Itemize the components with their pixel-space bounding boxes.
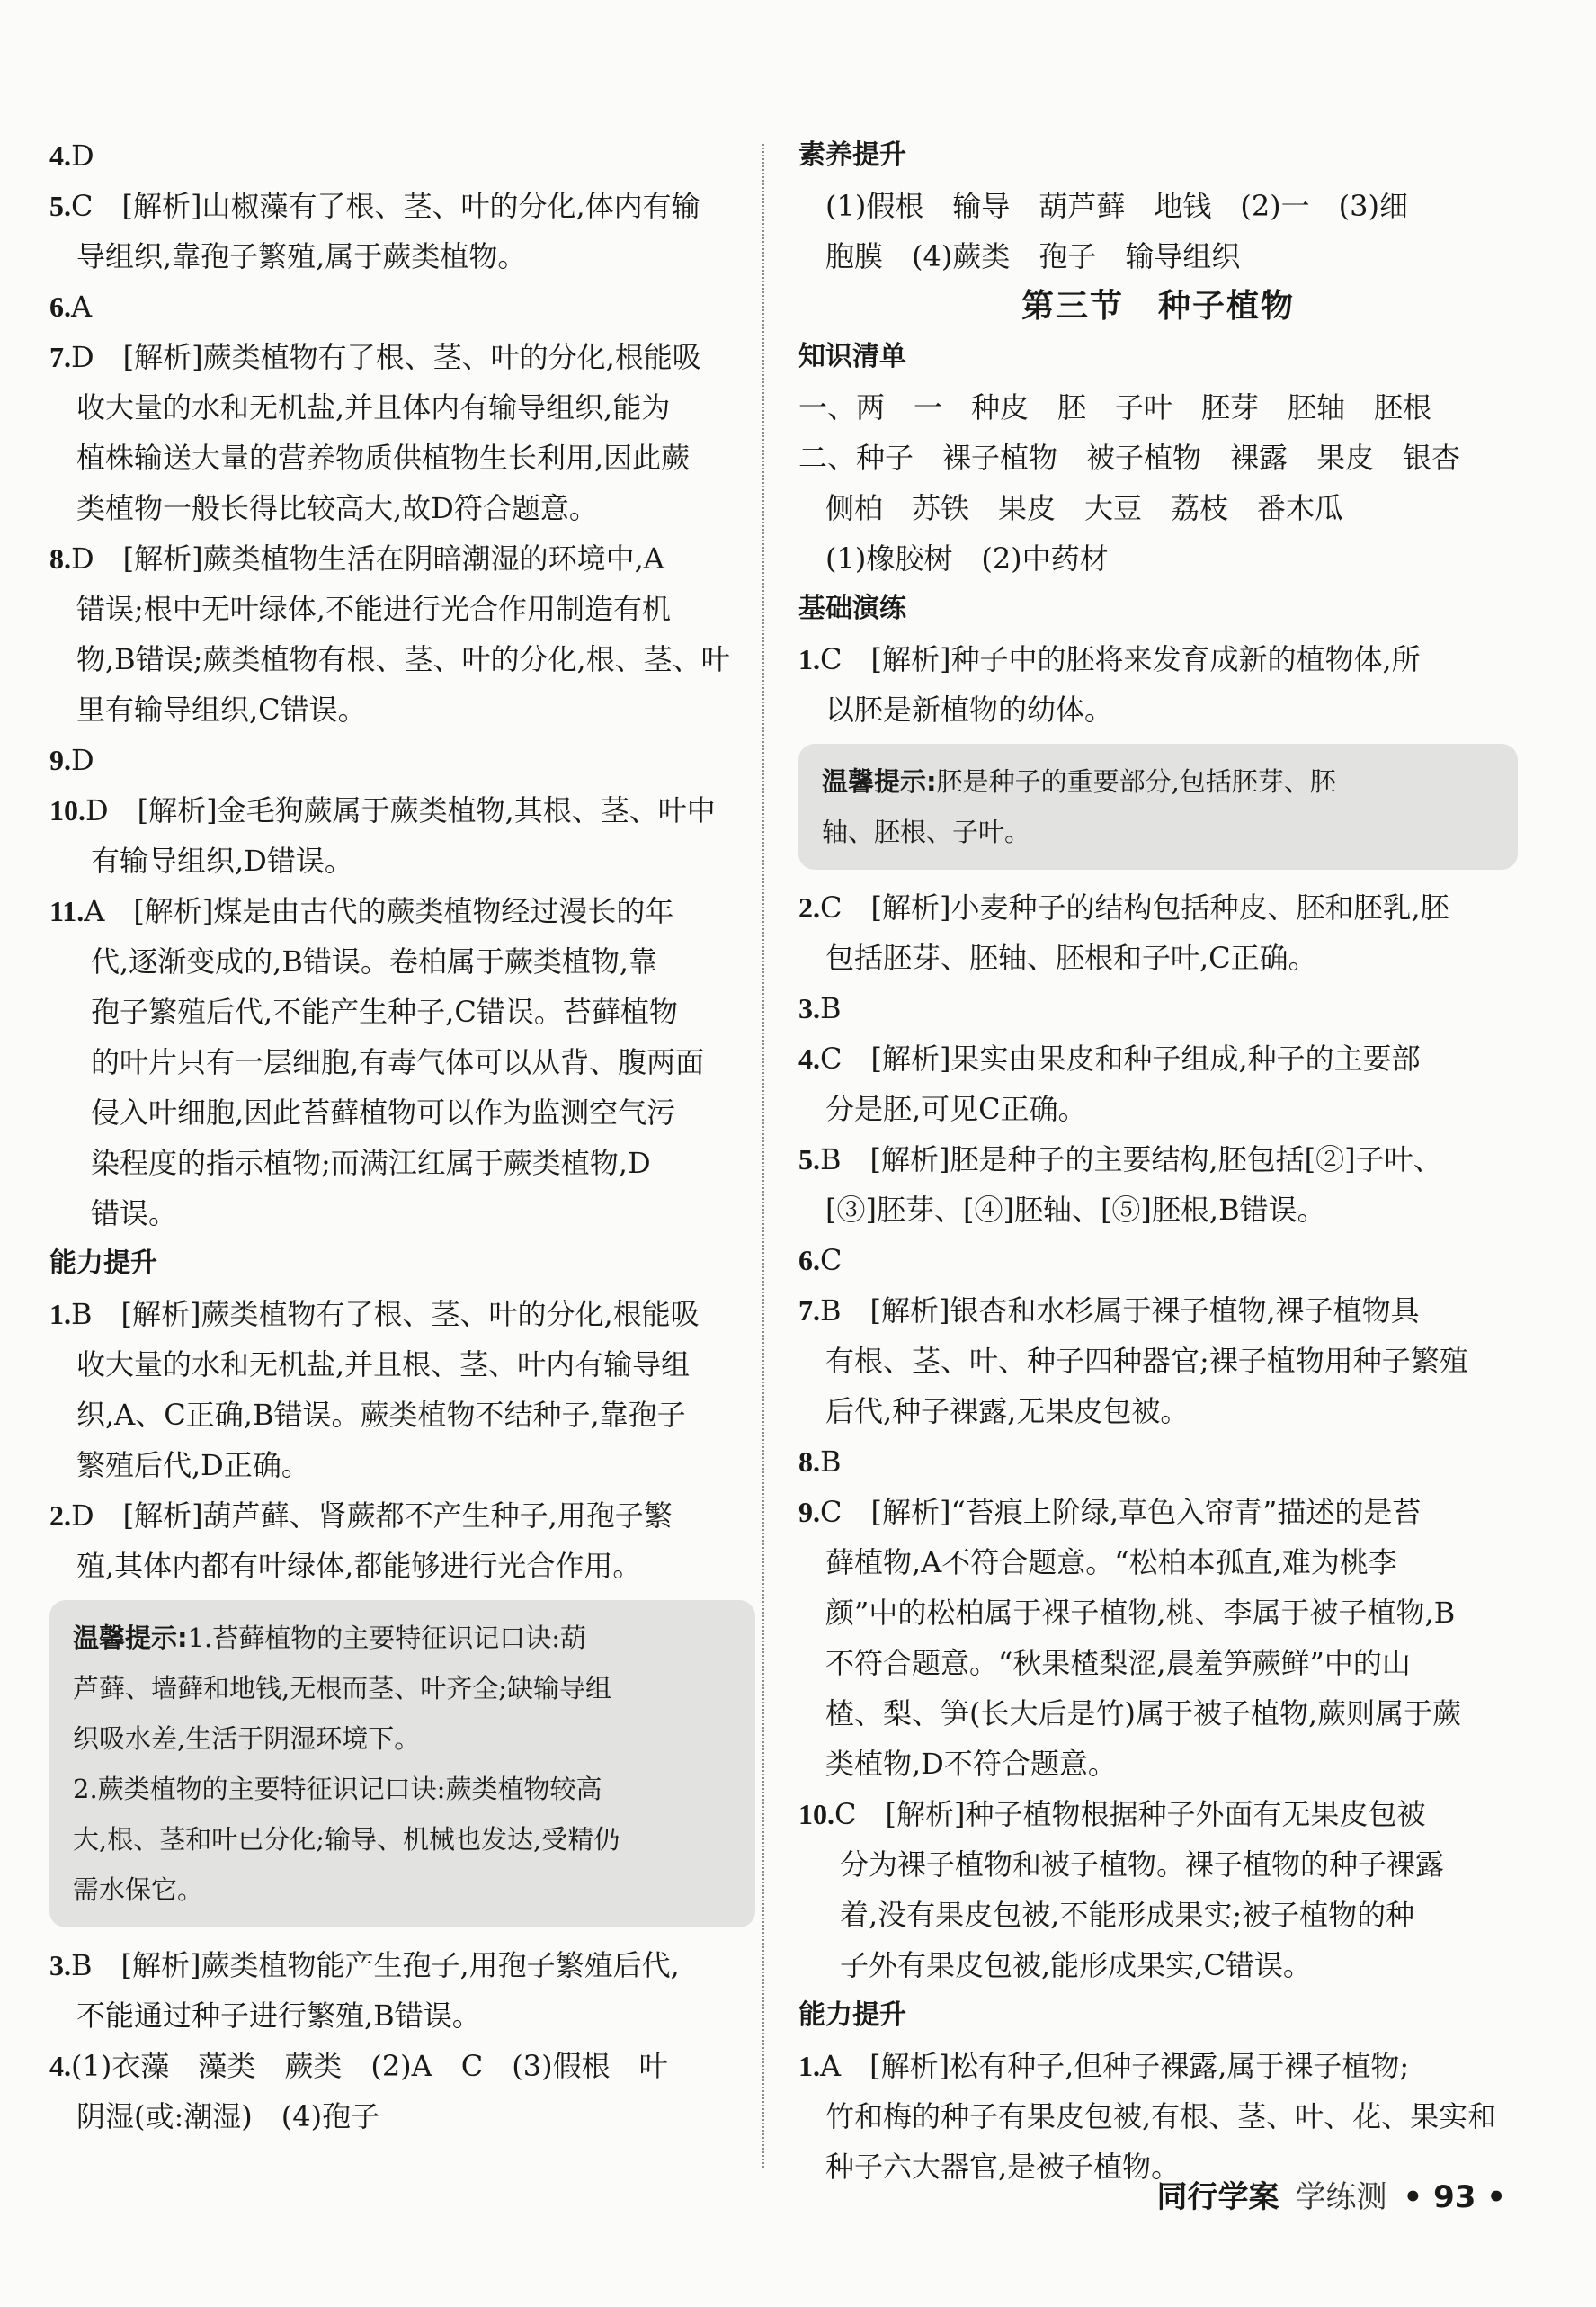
answer-text: B [解析]银杏和水杉属于裸子植物,裸子植物具 [820, 1293, 1420, 1328]
answer-text: D [解析]葫芦藓、肾蕨都不产生种子,用孢子繁 [71, 1498, 673, 1533]
tip-line [73, 1613, 732, 1663]
answer-line [798, 983, 1518, 1033]
answer-continuation: 收大量的水和无机盐,并且根、茎、叶内有输导组 [76, 1347, 691, 1382]
answer-line [49, 1289, 755, 1339]
answer-text: C [解析]山椒藻有了根、茎、叶的分化,体内有输 [71, 189, 700, 223]
answer-text: D [71, 139, 94, 173]
question-number: 6. [798, 1244, 820, 1276]
answer-line [49, 130, 755, 181]
answer-line [798, 634, 1518, 684]
answer-line [798, 1789, 1518, 1839]
answer-text: C [解析]果实由果皮和种子组成,种子的主要部 [820, 1042, 1421, 1076]
answer-text: B [820, 1444, 842, 1479]
question-number: 1. [798, 643, 820, 675]
answer-continuation: 着,没有果皮包被,不能形成果实;被子植物的种 [840, 1898, 1415, 1932]
answer-text: B [解析]蕨类植物能产生孢子,用孢子繁殖后代, [71, 1948, 680, 1982]
answer-continuation: (1)假根 输导 葫芦藓 地钱 (2)一 (3)细 [825, 189, 1408, 223]
question-number: 8. [798, 1445, 820, 1478]
section-heading: 素养提升 [798, 139, 906, 171]
answer-continuation: 孢子繁殖后代,不能产生种子,C错误。苔藓植物 [91, 995, 678, 1029]
answer-text: D [解析]蕨类植物生活在阴暗潮湿的环境中,A [71, 541, 664, 576]
answer-line [798, 1235, 1518, 1285]
answer-continuation: 子外有果皮包被,能形成果实,C错误。 [840, 1948, 1312, 1982]
left-column [49, 130, 755, 2142]
answer-line [798, 1285, 1518, 1336]
question-number: 9. [49, 744, 71, 776]
tip-text: 需水保它。 [73, 1874, 204, 1905]
answer-text: C [解析]种子植物根据种子外面有无果皮包被 [834, 1797, 1426, 1831]
answer-text: B [解析]蕨类植物有了根、茎、叶的分化,根能吸 [71, 1297, 700, 1331]
tip-text: 2.蕨类植物的主要特征识记口诀:蕨类植物较高 [73, 1774, 602, 1804]
answer-continuation: 不符合题意。“秋果楂梨涩,晨羞笋蕨鲜”中的山 [825, 1646, 1411, 1680]
chapter-title: 第三节 种子植物 [1021, 288, 1295, 325]
answer-continuation: 后代,种子裸露,无果皮包被。 [825, 1394, 1190, 1428]
answer-continuation: 导组织,靠孢子繁殖,属于蕨类植物。 [76, 239, 527, 273]
answer-continuation: 藓植物,A不符合题意。“松柏本孤直,难为桃李 [825, 1545, 1397, 1579]
answer-continuation: 颜”中的松柏属于裸子植物,桃、李属于被子植物,B [825, 1596, 1456, 1630]
answer-continuation: 包括胚芽、胚轴、胚根和子叶,C正确。 [825, 941, 1317, 975]
answer-line [798, 2041, 1518, 2091]
question-number: 9. [798, 1496, 820, 1528]
answer-text: D [解析]蕨类植物有了根、茎、叶的分化,根能吸 [71, 340, 701, 374]
footer-subtitle: 学练测 [1295, 2179, 1387, 2215]
answer-continuation: 以胚是新植物的幼体。 [825, 693, 1114, 727]
answer-text: A [解析]松有种子,但种子裸露,属于裸子植物; [820, 2049, 1410, 2083]
column-divider [762, 144, 764, 2168]
answer-continuation: 物,B错误;蕨类植物有根、茎、叶的分化,根、茎、叶 [76, 642, 730, 676]
page-footer [1157, 2172, 1506, 2222]
answer-continuation: 收大量的水和无机盐,并且体内有输导组织,能为 [76, 390, 671, 425]
answer-continuation: 代,逐渐变成的,B错误。卷柏属于蕨类植物,靠 [91, 944, 658, 979]
answer-line [798, 882, 1518, 933]
answer-line [798, 1436, 1518, 1487]
answer-continuation: 有根、茎、叶、种子四种器官;裸子植物用种子繁殖 [825, 1344, 1468, 1378]
answer-continuation: 分为裸子植物和被子植物。裸子植物的种子裸露 [840, 1847, 1445, 1882]
tip-text: 芦藓、墙藓和地钱,无根而茎、叶齐全;缺输导组 [73, 1673, 611, 1703]
question-number: 7. [49, 341, 71, 373]
tip-line [822, 807, 1494, 857]
answer-text: D [解析]金毛狗蕨属于蕨类植物,其根、茎、叶中 [85, 793, 716, 827]
question-number: 8. [49, 542, 71, 575]
tip-text: 织吸水差,生活于阴湿环境下。 [73, 1723, 421, 1754]
tip-line [73, 1864, 732, 1915]
answer-continuation: 殖,其体内都有叶绿体,都能够进行光合作用。 [76, 1549, 642, 1583]
tip-text: 轴、胚根、子叶。 [822, 817, 1031, 847]
answer-text: A [71, 290, 93, 324]
answer-continuation: 种子六大器官,是被子植物。 [825, 2150, 1181, 2184]
answer-continuation: 织,A、C正确,B错误。蕨类植物不结种子,靠孢子 [76, 1398, 686, 1432]
tip-line [73, 1814, 732, 1864]
tip-line [822, 756, 1494, 807]
question-number: 10. [49, 794, 85, 827]
knowledge-line: 一、两 一 种皮 胚 子叶 胚芽 胚轴 胚根 [798, 390, 1432, 425]
answer-line [49, 2041, 755, 2091]
answer-line [49, 735, 755, 785]
answer-text: (1)衣藻 藻类 蕨类 (2)A C (3)假根 叶 [71, 2049, 668, 2083]
answer-text: D [71, 743, 94, 777]
answer-continuation: 里有输导组织,C错误。 [76, 693, 367, 727]
answer-continuation: 楂、梨、笋(长大后是竹)属于被子植物,蕨则属于蕨 [825, 1696, 1462, 1730]
answer-continuation: 错误;根中无叶绿体,不能进行光合作用制造有机 [76, 592, 671, 626]
tip-label: 温馨提示: [822, 766, 937, 797]
answer-continuation: 类植物,D不符合题意。 [825, 1747, 1117, 1781]
page-number: • 93 • [1403, 2179, 1506, 2215]
answer-continuation: 侧柏 苏铁 果皮 大豆 荔枝 番木瓜 [825, 491, 1344, 525]
right-column [798, 130, 1518, 2192]
question-number: 4. [49, 139, 71, 172]
question-number: 2. [49, 1499, 71, 1532]
question-number: 1. [49, 1298, 71, 1330]
answer-line [798, 1033, 1518, 1084]
tip-label: 温馨提示: [73, 1623, 188, 1653]
section-heading: 基础演练 [798, 593, 906, 624]
question-number: 2. [798, 891, 820, 924]
question-number: 4. [798, 1042, 820, 1075]
answer-line [798, 1134, 1518, 1185]
answer-line [49, 785, 755, 836]
answer-continuation: [③]胚芽、[④]胚轴、[⑤]胚根,B错误。 [825, 1193, 1326, 1227]
question-number: 3. [49, 1949, 71, 1981]
question-number: 4. [49, 2050, 71, 2082]
tip-box [798, 744, 1518, 870]
tip-text: 大,根、茎和叶已分化;输导、机械也发达,受精仍 [73, 1824, 620, 1855]
answer-line [49, 282, 755, 332]
answer-continuation: 繁殖后代,D正确。 [76, 1448, 310, 1482]
question-number: 7. [798, 1294, 820, 1327]
answer-line [49, 181, 755, 231]
question-number: 3. [798, 992, 820, 1024]
tip-text: 胚是种子的重要部分,包括胚芽、胚 [936, 766, 1336, 797]
tip-line [73, 1764, 732, 1814]
answer-text: B [解析]胚是种子的主要结构,胚包括[②]子叶、 [820, 1142, 1442, 1176]
answer-continuation: 类植物一般长得比较高大,故D符合题意。 [76, 491, 598, 525]
answer-continuation: 的叶片只有一层细胞,有毒气体可以从背、腹两面 [91, 1045, 705, 1079]
answer-continuation: 胞膜 (4)蕨类 孢子 输导组织 [825, 239, 1241, 273]
answer-line [49, 886, 755, 936]
answer-continuation: 阴湿(或:潮湿) (4)孢子 [76, 2099, 380, 2133]
answer-text: A [解析]煤是由古代的蕨类植物经过漫长的年 [84, 894, 674, 928]
answer-text: C [解析]小麦种子的结构包括种皮、胚和胚乳,胚 [820, 890, 1449, 925]
question-number: 11. [49, 895, 85, 927]
answer-text: C [解析]“苔痕上阶绿,草色入帘青”描述的是苔 [820, 1495, 1422, 1529]
answer-continuation: 染程度的指示植物;而满江红属于蕨类植物,D [91, 1146, 651, 1180]
tip-box [49, 1600, 755, 1927]
answer-line [798, 1487, 1518, 1537]
knowledge-line: 二、种子 裸子植物 被子植物 裸露 果皮 银杏 [798, 441, 1461, 475]
section-heading: 知识清单 [798, 341, 906, 372]
question-number: 1. [798, 2050, 820, 2082]
answer-line [49, 533, 755, 584]
answer-text: B [820, 991, 842, 1025]
answer-continuation: (1)橡胶树 (2)中药材 [825, 541, 1109, 576]
question-number: 10. [798, 1798, 834, 1830]
answer-continuation: 错误。 [91, 1196, 178, 1230]
question-number: 5. [49, 190, 71, 222]
answer-continuation: 不能通过种子进行繁殖,B错误。 [76, 1999, 481, 2033]
answer-continuation: 植株输送大量的营养物质供植物生长利用,因此蕨 [76, 441, 691, 475]
answer-continuation: 分是胚,可见C正确。 [825, 1092, 1087, 1126]
answer-text: C [820, 1243, 843, 1277]
question-number: 5. [798, 1143, 820, 1176]
answer-continuation: 竹和梅的种子有果皮包被,有根、茎、叶、花、果实和 [825, 2099, 1497, 2133]
section-heading: 能力提升 [798, 1999, 906, 2031]
tip-line [73, 1663, 732, 1713]
answer-line [49, 332, 755, 382]
tip-line [73, 1713, 732, 1764]
question-number: 6. [49, 291, 71, 323]
answer-line [49, 1490, 755, 1541]
answer-continuation: 侵入叶细胞,因此苔藓植物可以作为监测空气污 [91, 1095, 676, 1130]
answer-line [49, 1940, 755, 1990]
answer-text: C [解析]种子中的胚将来发育成新的植物体,所 [820, 642, 1421, 676]
section-heading: 能力提升 [49, 1247, 157, 1279]
tip-text: 1.苔藓植物的主要特征识记口诀:葫 [187, 1623, 587, 1653]
footer-brand: 同行学案 [1156, 2179, 1279, 2215]
answer-continuation: 有输导组织,D错误。 [91, 844, 353, 878]
